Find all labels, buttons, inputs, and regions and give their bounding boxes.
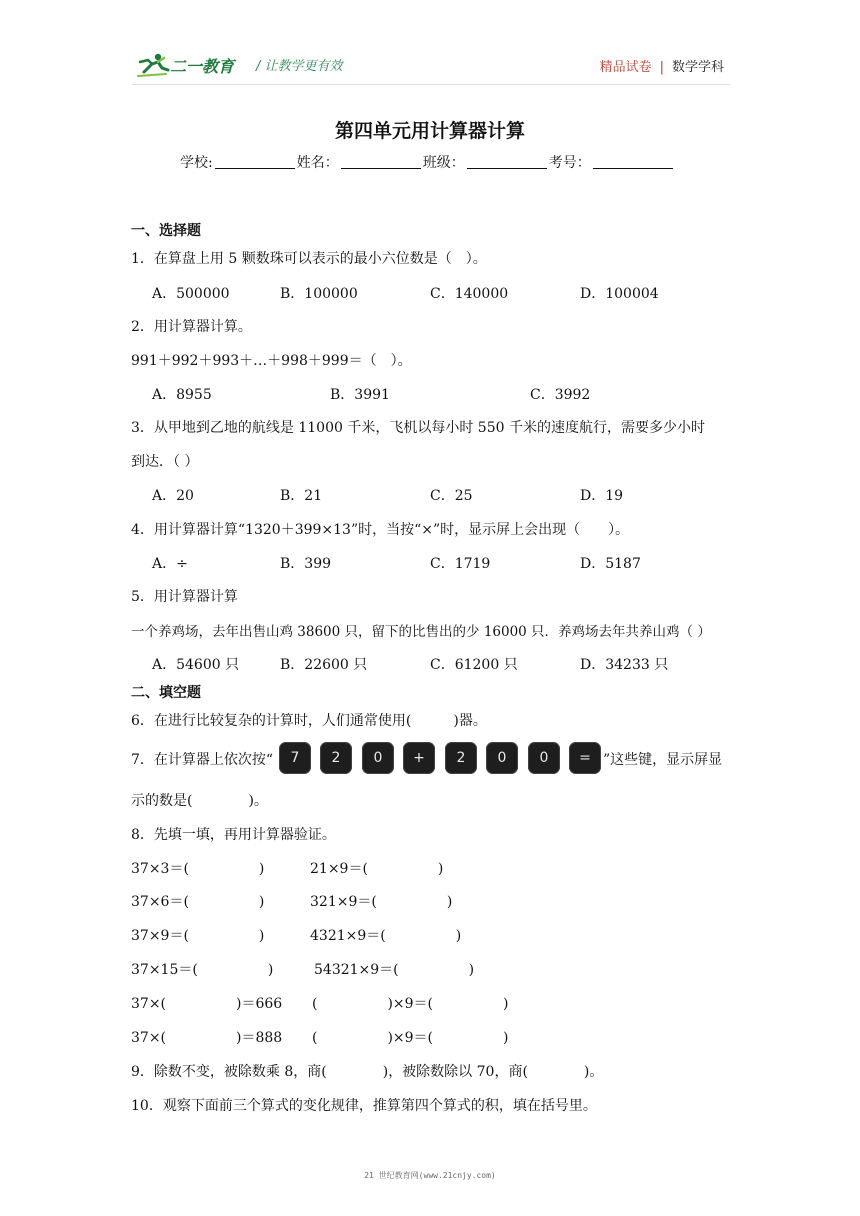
calculator-key: + xyxy=(403,742,435,774)
q4-option-c: C．1719 xyxy=(430,556,491,572)
question-10: 10．观察下面前三个算式的变化规律，推算第四个算式的积，填在括号里。 xyxy=(131,1098,597,1114)
section-heading-fill: 二、填空题 xyxy=(131,685,201,701)
q8-left-item: 37×3＝( ) xyxy=(131,861,265,877)
q8-left-item: 37×15＝( ) xyxy=(131,962,274,978)
q4-option-d: D．5187 xyxy=(580,556,641,572)
question-8: 8．先填一填，再用计算器验证。 xyxy=(131,827,336,843)
school-blank xyxy=(215,154,295,169)
q5-option-a: A．54600 只 xyxy=(152,657,240,673)
question-6: 6．在进行比较复杂的计算时，人们通常使用( )器。 xyxy=(131,713,487,729)
class-blank xyxy=(467,154,547,169)
q8-left-item: 37×6＝( ) xyxy=(131,894,265,910)
question-7-suffix: ”这些键，显示屏显 xyxy=(603,752,723,768)
question-3-line-1: 3．从甲地到乙地的航线是 11000 千米，飞机以每小时 550 千米的速度航行，需要多少小时 xyxy=(131,420,705,436)
calculator-key: 0 xyxy=(528,742,560,774)
logo-text: 二一教育 xyxy=(170,57,235,76)
q2-option-b: B．3991 xyxy=(330,387,390,403)
section-heading-choice: 一、选择题 xyxy=(131,223,201,239)
q8-right-item: ( )×9＝( ) xyxy=(312,996,509,1012)
calculator-key: 2 xyxy=(320,742,352,774)
q8-right-item: ( )×9＝( ) xyxy=(312,1030,509,1046)
q8-right-item: 21×9＝( ) xyxy=(310,861,444,877)
question-7-line-2: 示的数是( )。 xyxy=(131,793,268,809)
question-9: 9．除数不变，被除数乘 8，商( )，被除数除以 70，商( )。 xyxy=(131,1064,604,1080)
question-1: 1．在算盘上用 5 颗数珠可以表示的最小六位数是（ ）。 xyxy=(131,251,487,267)
q1-option-c: C．140000 xyxy=(430,286,509,302)
q8-left-item: 37×9＝( ) xyxy=(131,928,265,944)
question-2: 2．用计算器计算。 xyxy=(131,319,252,335)
student-info-line xyxy=(180,152,675,172)
calculator-key: = xyxy=(569,742,601,774)
q4-option-b: B．399 xyxy=(280,556,332,572)
name-label: 姓名： xyxy=(296,155,339,171)
question-4: 4．用计算器计算“1320＋399×13”时，当按“×”时，显示屏上会出现（ ）。 xyxy=(131,522,630,538)
q3-option-a: A．20 xyxy=(152,488,194,504)
header-divider xyxy=(132,84,730,85)
calculator-key: 7 xyxy=(279,742,311,774)
page-title: 第四单元用计算器计算 xyxy=(334,120,525,142)
q1-option-d: D．100004 xyxy=(580,286,659,302)
slogan: / 让教学更有效 xyxy=(256,59,343,74)
exam-no-blank xyxy=(593,154,673,169)
q2-option-c: C．3992 xyxy=(530,387,591,403)
q8-right-item: 321×9＝( ) xyxy=(310,894,453,910)
question-2-expression: 991＋992＋993＋…＋998＋999＝（ ）。 xyxy=(131,353,412,369)
q3-option-b: B．21 xyxy=(280,488,323,504)
school-label: 学校: xyxy=(180,155,213,171)
q1-option-b: B．100000 xyxy=(280,286,358,302)
q8-left-item: 37×( )＝666 xyxy=(131,996,283,1012)
q8-right-item: 54321×9＝( ) xyxy=(314,962,475,978)
calculator-key: 0 xyxy=(486,742,518,774)
q5-option-d: D．34233 只 xyxy=(580,657,669,673)
exam-no-label: 考号： xyxy=(548,155,591,171)
q5-option-c: C．61200 只 xyxy=(430,657,518,673)
q2-option-a: A．8955 xyxy=(152,387,212,403)
q8-right-item: 4321×9＝( ) xyxy=(310,928,462,944)
q4-option-a: A．÷ xyxy=(152,556,188,572)
q8-left-item: 37×( )＝888 xyxy=(131,1030,283,1046)
question-5-line-2: 一个养鸡场，去年出售山鸡 38600 只，留下的比售出的少 16000 只．养鸡场去年共养山鸡（ ） xyxy=(131,624,711,640)
q5-option-b: B．22600 只 xyxy=(280,657,368,673)
subject-label: 数学学科 xyxy=(671,60,724,75)
q3-option-d: D．19 xyxy=(580,488,624,504)
q3-option-c: C．25 xyxy=(430,488,473,504)
question-3-line-2: 到达．（ ） xyxy=(131,454,199,470)
q1-option-a: A．500000 xyxy=(152,286,230,302)
question-5-line-1: 5．用计算器计算 xyxy=(131,589,238,605)
calculator-key: 2 xyxy=(445,742,477,774)
page-footer: 21 世纪教育网(www.21cnjy.com) xyxy=(364,1171,496,1180)
header-separator: | xyxy=(659,60,664,75)
calculator-key: 0 xyxy=(362,742,394,774)
premium-label: 精品试卷 xyxy=(599,60,652,75)
header-right xyxy=(600,56,724,75)
class-label: 班级： xyxy=(422,155,465,171)
name-blank xyxy=(341,154,421,169)
question-7-prefix: 7．在计算器上依次按“ xyxy=(131,752,274,768)
